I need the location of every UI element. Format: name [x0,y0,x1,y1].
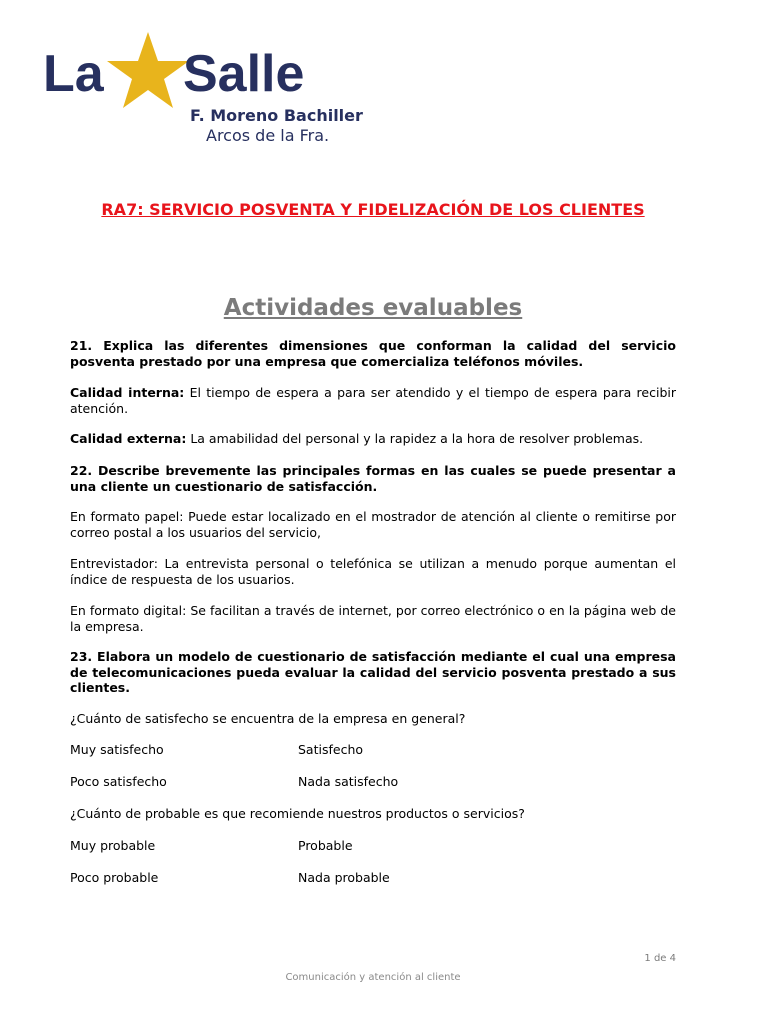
page-number: 1 de 4 [644,953,676,964]
question-22: 22. Describe brevemente las principales formas en las cuales se puede presentar a una cliente un cuestionario de satisfacción. [70,463,676,494]
logo-subtitle-town: Arcos de la Fra. [206,126,330,145]
brand-left: La [43,45,104,103]
answer-formato-digital: En formato digital: Se facilitan a través de internet, por correo electrónico o en la página web de la empresa. [70,603,676,634]
calidad-externa-text: La amabilidad del personal y la rapidez a la hora de resolver problemas. [186,431,644,446]
la-salle-star-icon [40,30,340,110]
question-21: 21. Explica las diferentes dimensiones que conforman la calidad del servicio posventa prestado por una empresa que comercializa teléfonos móviles. [70,338,676,369]
option-probable: Probable [298,838,353,853]
option-poco-probable: Poco probable [70,870,159,885]
answer-formato-papel: En formato papel: Puede estar localizado en el mostrador de atención al cliente o remitirse por correo postal a los usuarios del servicio, [70,509,676,540]
answer-calidad-interna [70,385,676,416]
section-title: Actividades evaluables [223,295,523,321]
option-poco-satisfecho: Poco satisfecho [70,774,167,789]
document-title: RA7: SERVICIO POSVENTA Y FIDELIZACIÓN DE LOS CLIENTES [101,200,645,219]
survey-question-2: ¿Cuánto de probable es que recomiende nuestros productos o servicios? [70,806,525,821]
option-nada-satisfecho: Nada satisfecho [298,774,399,789]
answer-entrevistador: Entrevistador: La entrevista personal o telefónica se utilizan a menudo porque aumentan el índice de respuesta de los usuarios. [70,556,676,587]
option-muy-probable: Muy probable [70,838,156,853]
brand-right: Salle [183,45,305,103]
calidad-interna-label: Calidad interna: [70,385,185,400]
question-23: 23. Elabora un modelo de cuestionario de satisfacción mediante el cual una empresa de telecomunicaciones pueda evaluar la calidad del servicio posventa prestado a sus clientes. [70,649,676,695]
option-satisfecho: Satisfecho [298,742,364,757]
page-footer: Comunicación y atención al cliente [285,972,461,983]
option-muy-satisfecho: Muy satisfecho [70,742,164,757]
survey-question-1: ¿Cuánto de satisfecho se encuentra de la empresa en general? [70,711,466,726]
calidad-externa-label: Calidad externa: [70,431,187,446]
logo-subtitle-school: F. Moreno Bachiller [190,106,363,125]
answer-calidad-externa [70,431,676,447]
calidad-interna-text: El tiempo de espera a para ser atendido y el tiempo de espera para recibir atención. [70,385,676,416]
option-nada-probable: Nada probable [298,870,390,885]
school-logo [40,30,363,145]
